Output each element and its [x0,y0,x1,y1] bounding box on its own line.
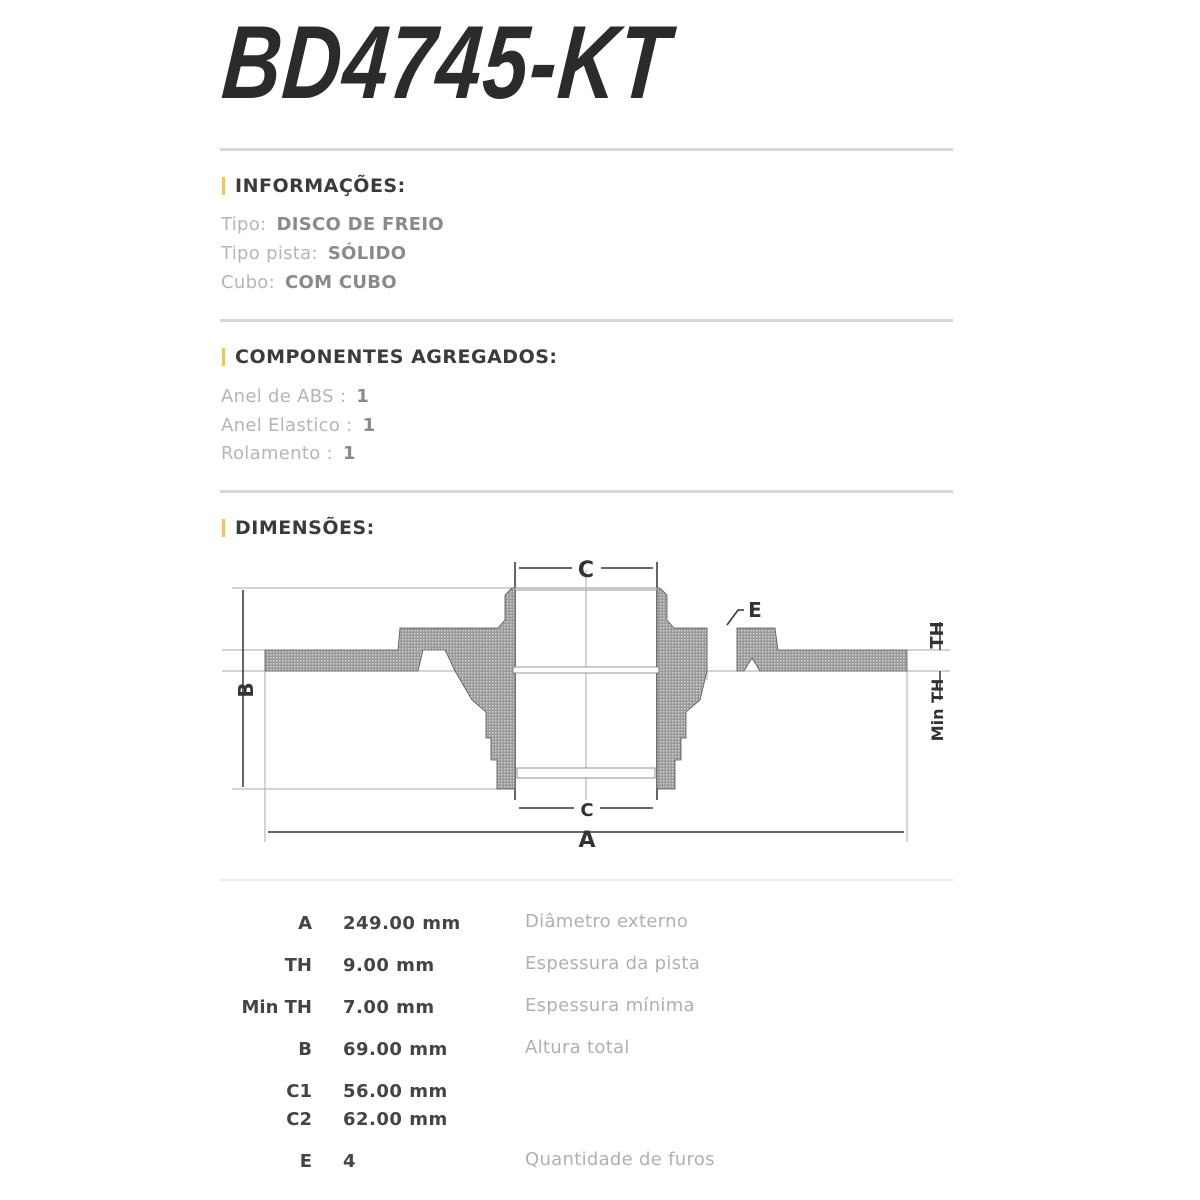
accent-bar [222,519,225,537]
label-th: TH [927,621,948,649]
dim-desc: Espessura da pista [525,953,701,974]
dim-code: TH [284,955,312,976]
divider [220,879,953,881]
label-c-bottom: C [580,800,594,821]
accent-bar [222,177,225,195]
dim-value: 4 [343,1151,357,1172]
info-row: Cubo: COM CUBO [221,272,397,293]
dim-desc: Espessura mínima [525,995,695,1016]
label-min-th: Min TH [928,678,947,742]
heading-text: COMPONENTES AGREGADOS: [235,346,558,368]
info-row: Tipo pista: SÓLIDO [221,243,407,264]
dim-code: E [299,1151,312,1172]
dim-code: Min TH [241,997,312,1018]
label-b: B [234,682,258,698]
heading-text: DIMENSÕES: [235,517,375,539]
dim-value: 7.00 mm [343,997,435,1018]
section-heading-dimensions [222,517,375,539]
divider [220,319,953,322]
dim-code: B [298,1039,312,1060]
section-heading-info [222,175,406,197]
disc-dimension-diagram [210,550,960,860]
label-e: E [748,598,762,622]
dim-code: A [298,913,312,934]
dim-code: C1 [286,1081,312,1102]
dim-value: 249.00 mm [343,913,461,934]
label-a: A [578,828,596,853]
divider [220,490,953,493]
accent-bar [222,348,225,366]
dim-desc: Quantidade de furos [525,1149,715,1170]
dim-desc: Diâmetro externo [525,911,689,932]
info-row: Tipo: DISCO DE FREIO [221,214,444,235]
component-row: Anel Elastico : 1 [221,415,376,436]
component-row: Anel de ABS : 1 [221,386,370,407]
label-c-top: C [577,558,595,583]
section-heading-components [222,346,558,368]
component-row: Rolamento : 1 [221,443,356,464]
product-code-title: BD4745-KT [218,5,675,121]
dim-value: 56.00 mm [343,1081,448,1102]
dim-value: 62.00 mm [343,1109,448,1130]
dim-desc: Altura total [525,1037,630,1058]
dim-value: 69.00 mm [343,1039,448,1060]
dim-value: 9.00 mm [343,955,435,976]
heading-text: INFORMAÇÕES: [235,175,406,197]
divider [220,148,953,151]
dim-code: C2 [286,1109,312,1130]
